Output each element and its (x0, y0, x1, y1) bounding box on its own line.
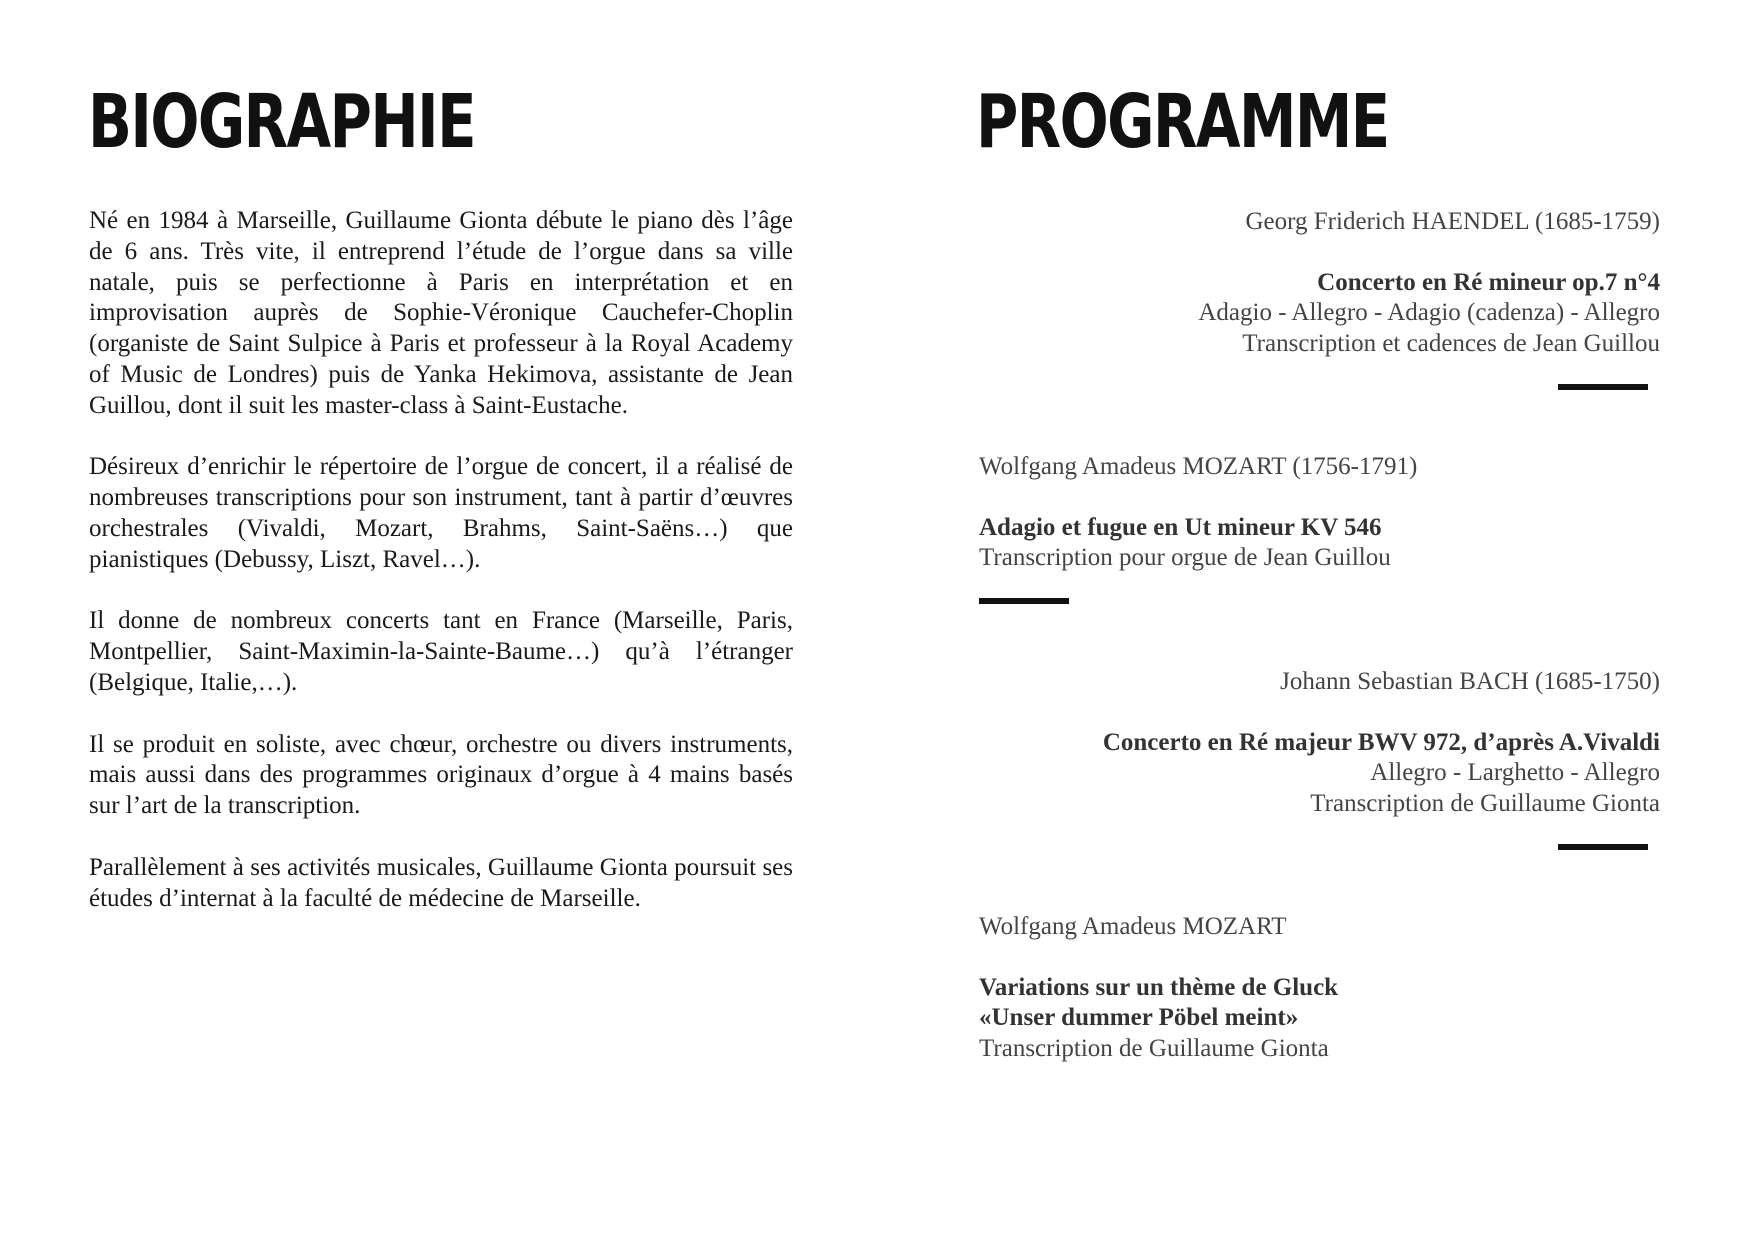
biography-paragraph: Désireux d’enrichir le répertoire de l’orgue de concert, il a réalisé de nombreuses transcriptions pour son instrument, tant à partir d’œuvres orchestrales (Vivaldi, Mozart, Brahms, Saint-Saëns…) que pianistiques (Debussy, Liszt, Ravel…). (89, 453, 793, 573)
work-transcription: Transcription et cadences de Jean Guillou (1242, 329, 1660, 357)
composer-name: Johann Sebastian BACH (1685-1750) (1280, 668, 1660, 695)
section-divider (1558, 844, 1648, 850)
section-divider (1558, 384, 1648, 390)
programme-piece-mozart-kv546 (979, 452, 1417, 574)
work-transcription: Transcription pour orgue de Jean Guillou (979, 544, 1391, 571)
composer-name: Georg Friderich HAENDEL (1685-1759) (1245, 208, 1660, 235)
biography-paragraph: Parallèlement à ses activités musicales, Guillaume Gionta poursuit ses études d’internat à la faculté de médecine de Marseille. (89, 853, 793, 912)
programme-heading: PROGRAMME (976, 79, 1389, 165)
work-title: Concerto en Ré majeur BWV 972, d’après A.Vivaldi (1102, 728, 1660, 756)
section-divider (979, 598, 1069, 604)
biography-paragraph: Il donne de nombreux concerts tant en France (Marseille, Paris, Montpellier, Saint-Maximin-la-Sainte-Baume…) qu’à l’étranger (Belgique, Italie,…). (89, 607, 793, 696)
work-transcription: Transcription de Guillaume Gionta (1310, 789, 1660, 817)
composer-name: Wolfgang Amadeus MOZART (1756-1791) (979, 453, 1418, 480)
biography-heading: BIOGRAPHIE (88, 79, 475, 165)
work-title: Adagio et fugue en Ut mineur KV 546 (979, 513, 1382, 541)
work-title: Variations sur un thème de Gluck (979, 973, 1339, 1001)
composer-name: Wolfgang Amadeus MOZART (979, 913, 1287, 940)
biography-paragraph: Né en 1984 à Marseille, Guillaume Gionta débute le piano dès l’âge de 6 ans. Très vite, il entreprend l’étude de l’orgue dans sa ville natale, puis se perfectionne à Paris en interprétation et en improvisation auprès de Sophie-Véronique Cauchefer-Choplin (organiste de Saint Sulpice à Paris et professeur à la Royal Academy of Music de Londres) puis de Yanka Hekimova, assistante de Jean Guillou, dont il suit les master-class à Saint-Eustache. (89, 207, 793, 419)
biography-paragraph: Il se produit en soliste, avec chœur, orchestre ou divers instruments, mais aussi dans des programmes originaux d’orgue à 4 mains basés sur l’art de la transcription. (89, 730, 793, 820)
work-subtitle: «Unser dummer Pöbel meint» (979, 1004, 1299, 1031)
programme-piece-bach (1103, 667, 1660, 819)
work-movements: Adagio - Allegro - Adagio (cadenza) - Allegro (1198, 299, 1660, 326)
biography-text (89, 206, 793, 945)
programme-piece-haendel (1198, 207, 1660, 359)
work-transcription: Transcription de Guillaume Gionta (979, 1034, 1329, 1062)
work-title: Concerto en Ré mineur op.7 n°4 (1317, 268, 1660, 296)
programme-piece-mozart-gluck (979, 912, 1338, 1064)
work-movements: Allegro - Larghetto - Allegro (1370, 759, 1660, 786)
